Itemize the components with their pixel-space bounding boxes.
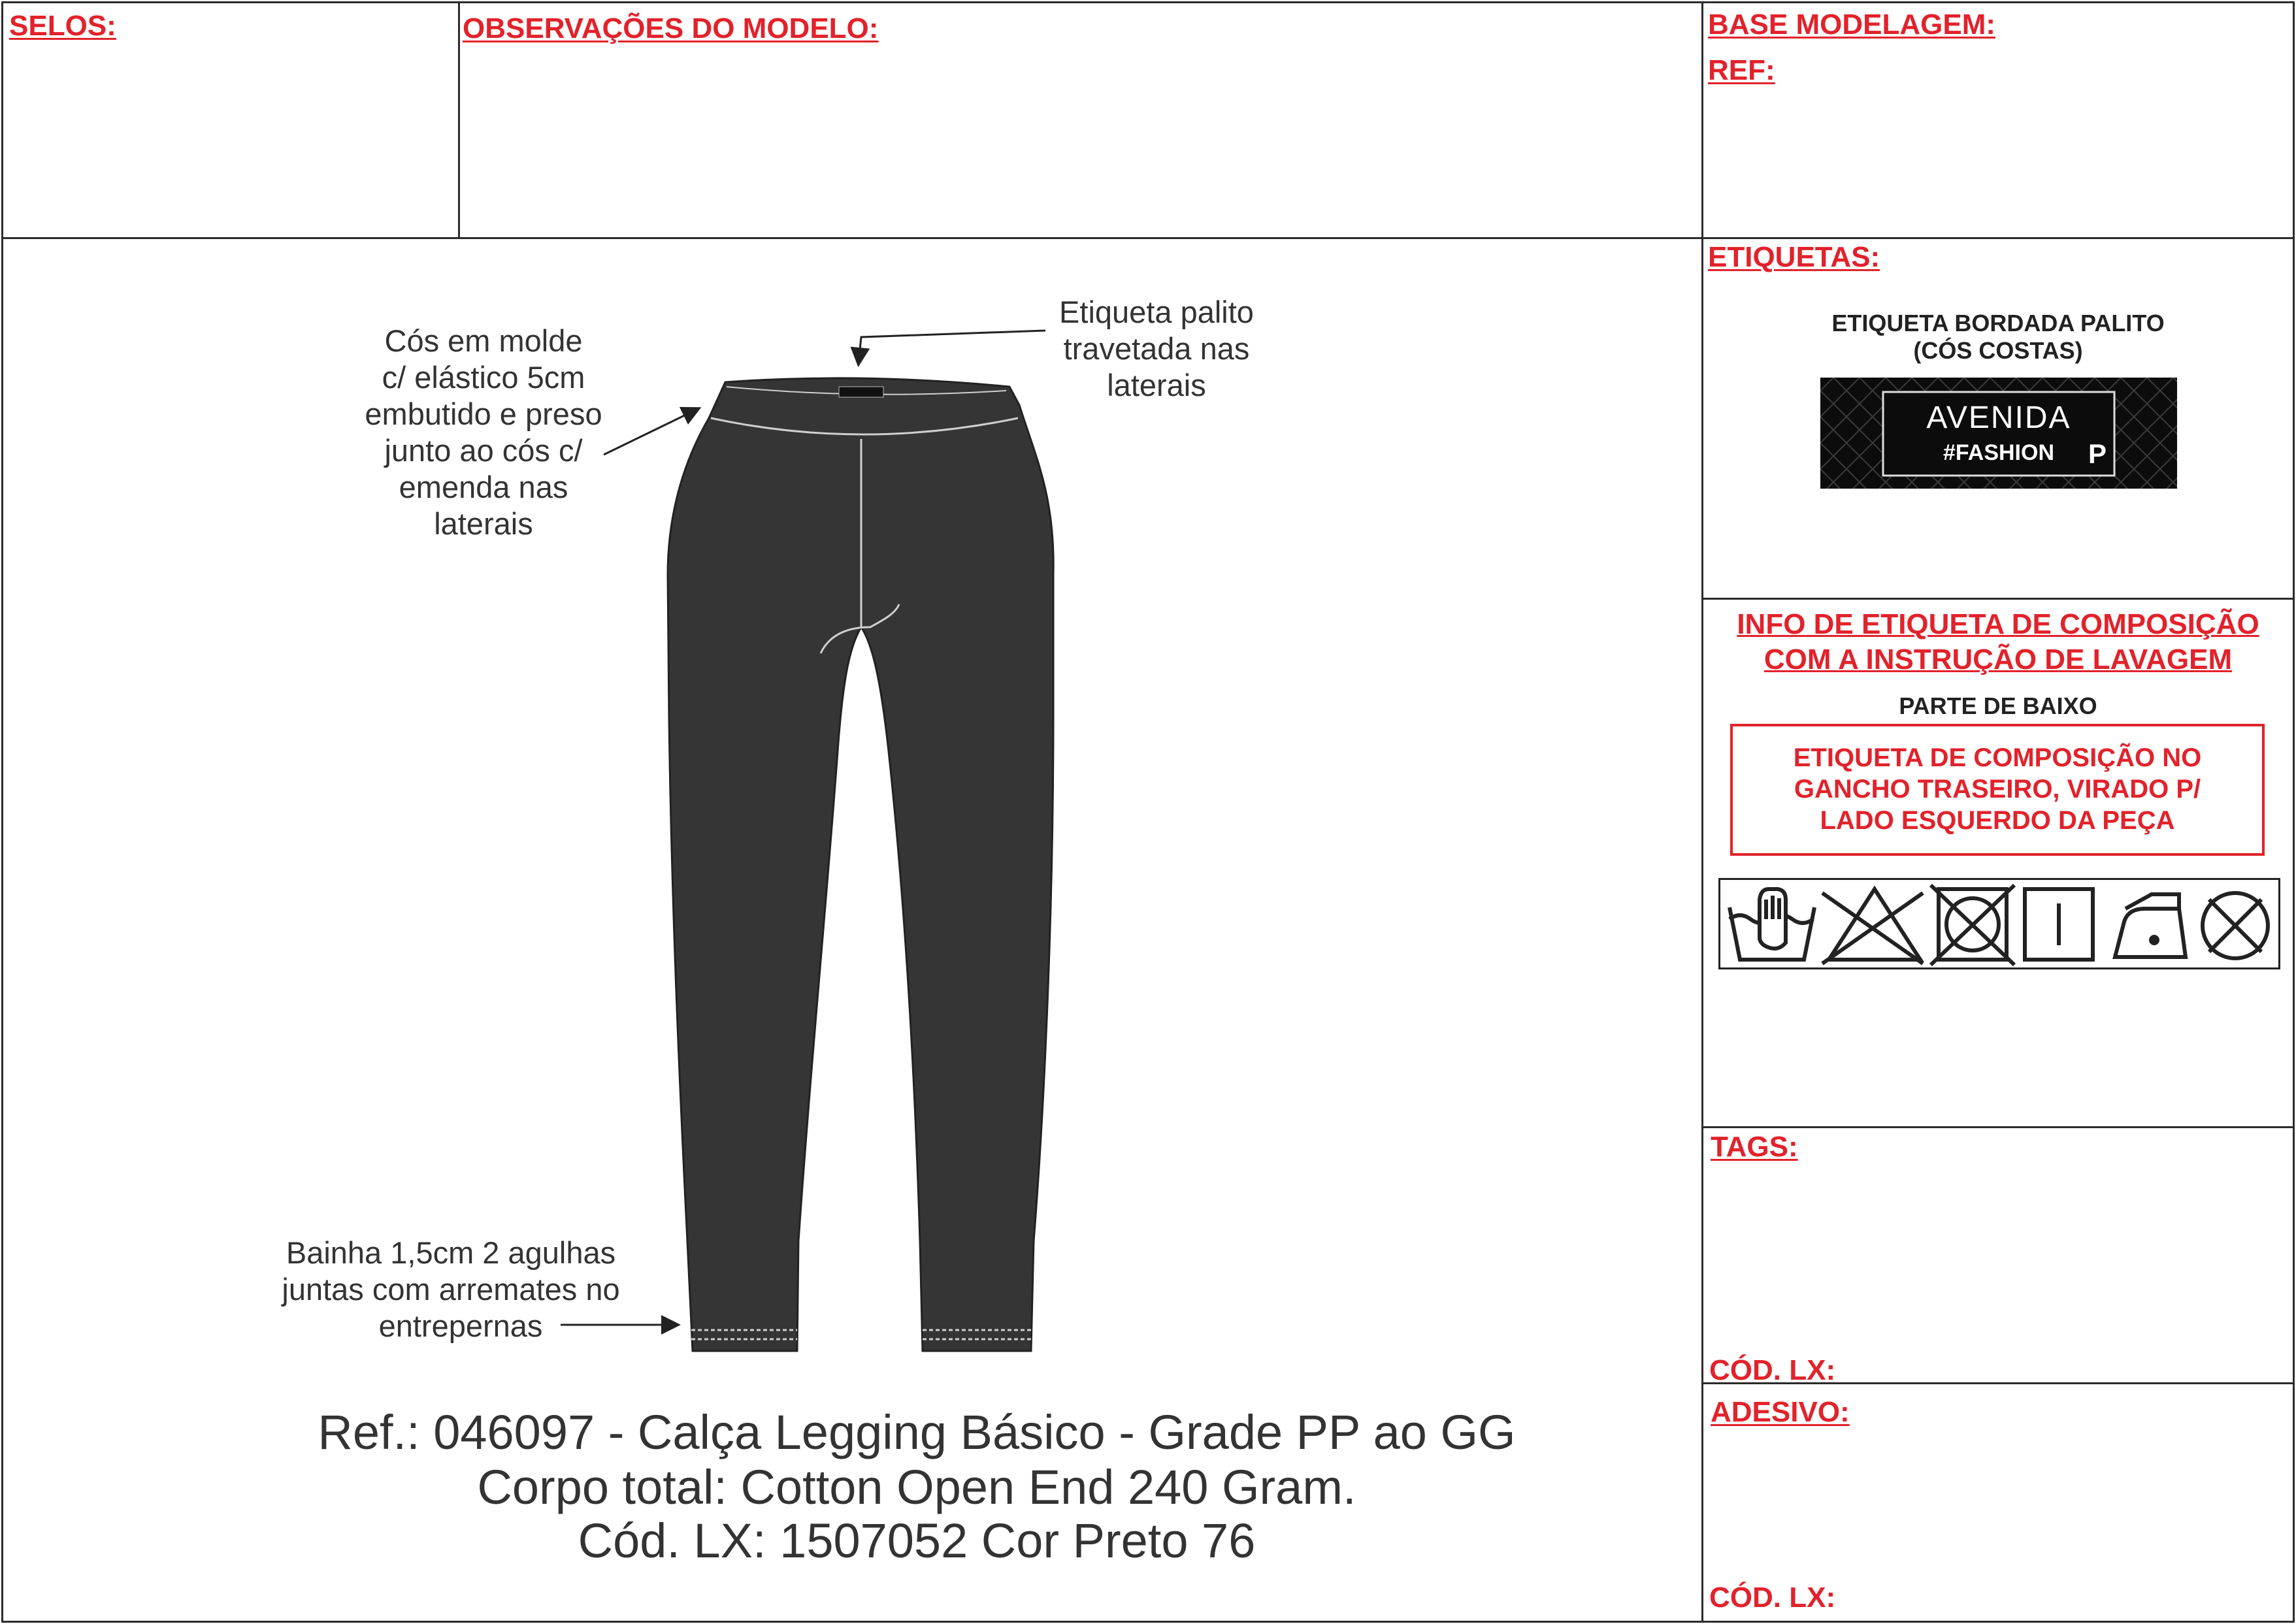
adesivo-cod-lx: CÓD. LX: [1709,1582,1836,1614]
hem-note-line: juntas com arremates no [282,1272,620,1307]
do-not-dry-clean-icon [2203,893,2268,958]
label-size: P [2088,438,2107,469]
waistband-note-line: emenda nas [399,470,568,504]
hem-note [248,1235,653,1344]
label-tag-note-line: laterais [1107,368,1206,402]
label-tag-note-line: travetada nas [1063,331,1250,366]
waistband-note [353,323,614,542]
ref-heading: REF: [1708,54,1775,86]
iron-low-icon [2115,894,2186,957]
composition-title-2: COM A INSTRUÇÃO DE LAVAGEM [1763,643,2233,675]
product-code: Cód. LX: 1507052 Cor Preto 76 [578,1514,1256,1568]
label-subtitle: (CÓS COSTAS) [1913,337,2083,364]
hem-note-line: Bainha 1,5cm 2 agulhas [286,1235,616,1270]
care-icons [1720,880,2278,967]
line-dry-icon [2025,889,2093,960]
etiquetas-heading: ETIQUETAS: [1708,241,1880,273]
waistband-arrow [604,409,698,455]
label-tag-note-line: Etiqueta palito [1059,295,1254,329]
observacoes-heading: OBSERVAÇÕES DO MODELO: [463,12,879,44]
tags-heading: TAGS: [1711,1131,1798,1163]
composition-warning-box [1730,724,2265,856]
selos-heading: SELOS: [9,10,116,42]
care-icons-strip [1718,878,2280,969]
composition-warning-line: LADO ESQUERDO DA PEÇA [1820,806,2175,835]
composition-warning-line: GANCHO TRASEIRO, VIRADO P/ [1794,775,2201,804]
label-tag-note [1026,294,1287,404]
waistband-note-line: laterais [434,506,533,541]
composition-title-1: INFO DE ETIQUETA DE COMPOSIÇÃO [1737,608,2259,640]
brand-name: AVENIDA [1926,400,2071,435]
waistband-note-line: c/ elástico 5cm [382,360,585,395]
brand-hashtag: #FASHION [1943,440,2055,465]
do-not-bleach-icon [1822,889,1923,964]
adesivo-heading: ADESIVO: [1711,1396,1850,1428]
product-ref: Ref.: 046097 - Calça Legging Básico - Grade PP ao GG [318,1405,1516,1459]
label-tag-arrow [859,331,1045,363]
tags-box [1701,1126,2295,1384]
waistband-note-line: junto ao cós c/ [384,433,583,468]
label-patch [839,387,883,397]
label-title: ETIQUETA BORDADA PALITO [1831,310,2165,336]
product-fabric: Corpo total: Cotton Open End 240 Gram. [477,1460,1356,1514]
brand-label [1820,378,2177,489]
base-modelagem-heading: BASE MODELAGEM: [1708,8,1995,41]
composicao-box [1701,598,2295,1128]
waistband-note-line: Cós em molde [384,323,583,358]
hem-note-line: entrepernas [378,1308,543,1343]
composition-part: PARTE DE BAIXO [1899,692,2097,719]
waistband-note-line: embutido e preso [365,397,602,431]
tags-cod-lx: CÓD. LX: [1709,1354,1836,1386]
hand-wash-icon [1730,889,1814,960]
do-not-tumble-dry-icon [1931,885,2014,965]
composition-warning-line: ETIQUETA DE COMPOSIÇÃO NO [1793,743,2202,772]
